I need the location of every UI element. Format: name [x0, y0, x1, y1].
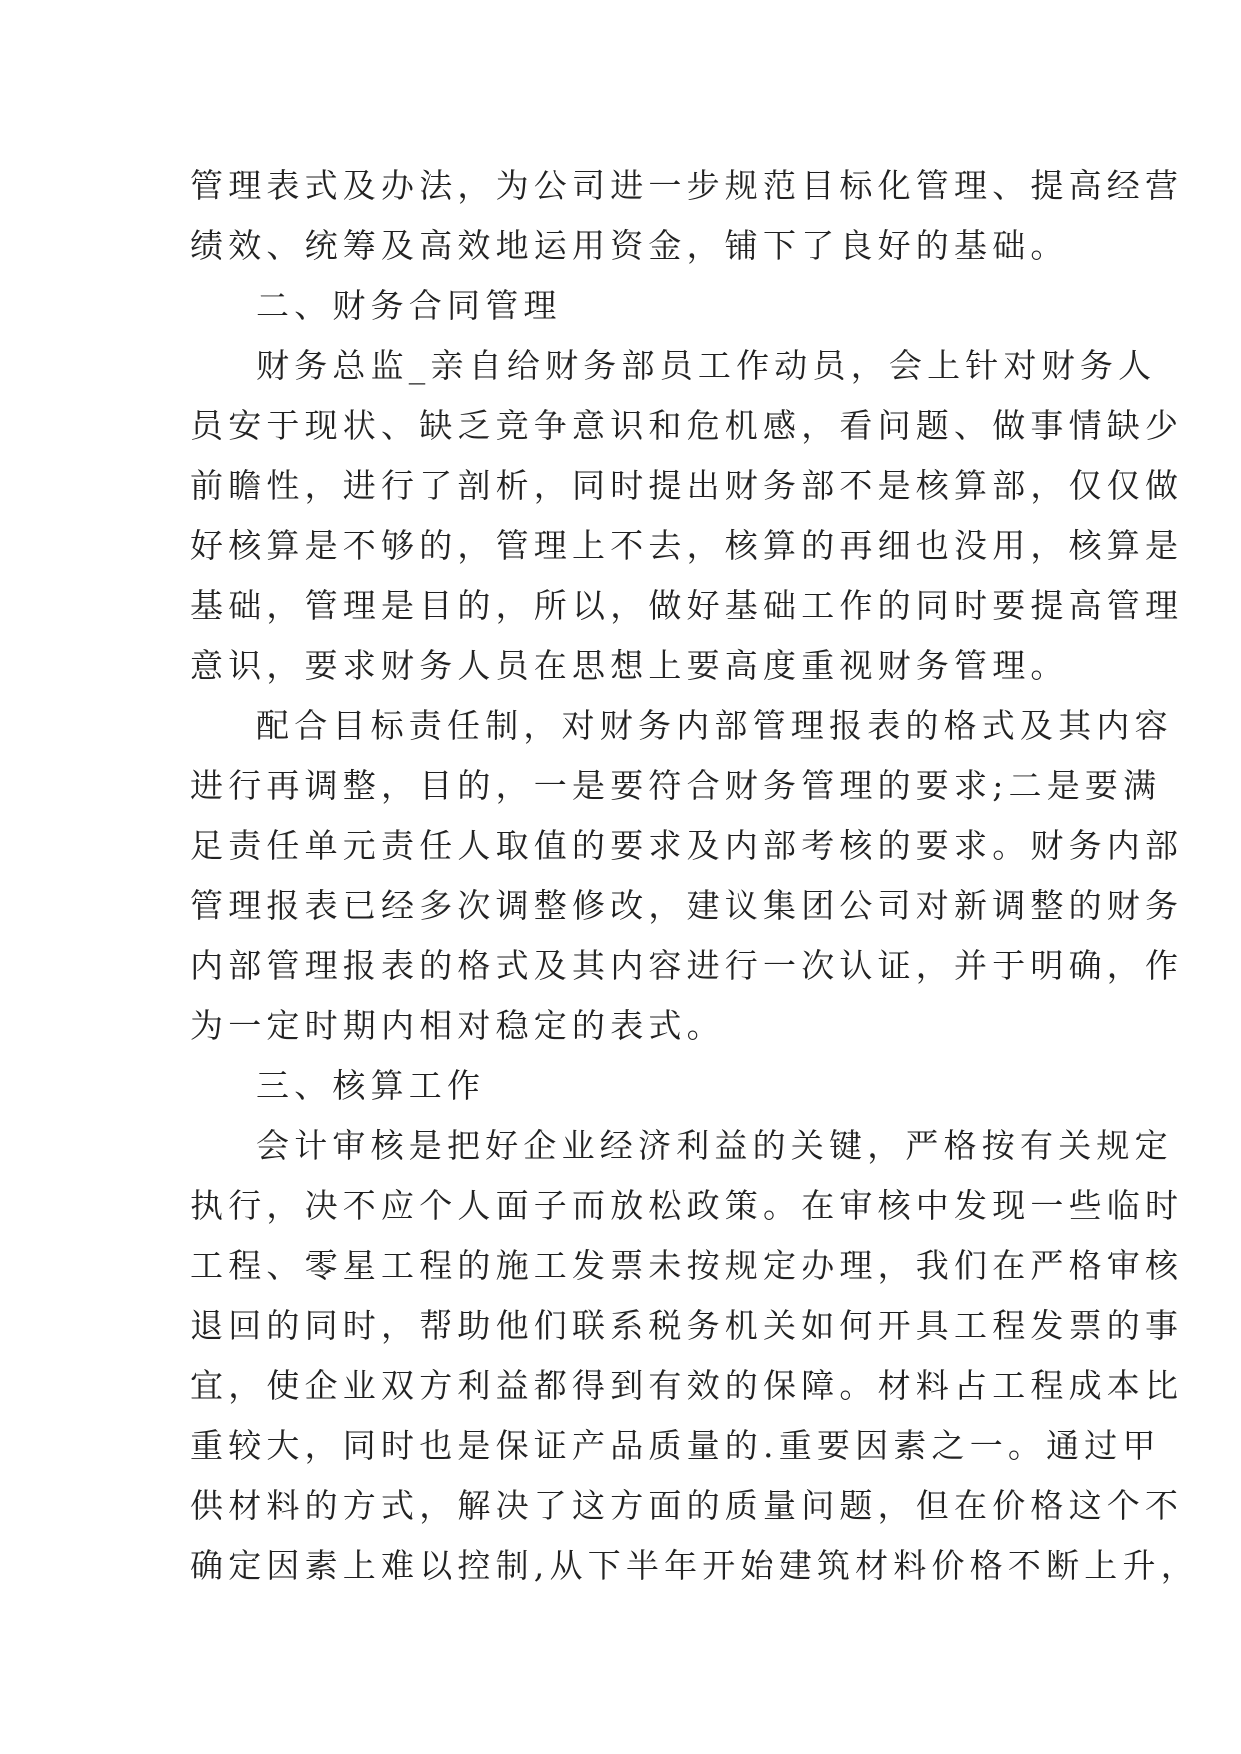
- text-line: 足责任单元责任人取值的要求及内部考核的要求。财务内部: [190, 826, 1184, 865]
- document-body: [190, 156, 1199, 1596]
- text-line: 前瞻性，进行了剖析，同时提出财务部不是核算部，仅仅做: [190, 466, 1184, 505]
- section-heading: 三、核算工作: [256, 1066, 486, 1105]
- text-line: 宜，使企业双方利益都得到有效的保障。材料占工程成本比: [190, 1366, 1184, 1405]
- text-line: 绩效、统筹及高效地运用资金，铺下了良好的基础。: [190, 226, 1069, 265]
- text-line: 基础，管理是目的，所以，做好基础工作的同时要提高管理: [190, 586, 1184, 625]
- text-line: 确定因素上难以控制,从下半年开始建筑材料价格不断上升，: [190, 1546, 1199, 1585]
- text-line: 会计审核是把好企业经济利益的关键，严格按有关规定: [256, 1126, 1173, 1165]
- text-line: 管理报表已经多次调整修改，建议集团公司对新调整的财务: [190, 886, 1184, 925]
- text-line: 意识，要求财务人员在思想上要高度重视财务管理。: [190, 646, 1069, 685]
- text-line: 执行，决不应个人面子而放松政策。在审核中发现一些临时: [190, 1186, 1184, 1225]
- text-line: 重较大，同时也是保证产品质量的.重要因素之一。通过甲: [190, 1426, 1161, 1465]
- text-line: 内部管理报表的格式及其内容进行一次认证，并于明确，作: [190, 946, 1184, 985]
- text-line: 供材料的方式，解决了这方面的质量问题，但在价格这个不: [190, 1486, 1184, 1525]
- text-line: 财务总监_亲自给财务部员工作动员，会上针对财务人: [256, 346, 1157, 385]
- text-line: 员安于现状、缺乏竞争意识和危机感，看问题、做事情缺少: [190, 406, 1184, 445]
- text-line: 配合目标责任制，对财务内部管理报表的格式及其内容: [256, 706, 1173, 745]
- section-heading: 二、财务合同管理: [256, 286, 562, 325]
- text-line: 为一定时期内相对稳定的表式。: [190, 1006, 725, 1045]
- text-line: 进行再调整，目的，一是要符合财务管理的要求;二是要满: [190, 766, 1162, 805]
- text-line: 好核算是不够的，管理上不去，核算的再细也没用，核算是: [190, 526, 1184, 565]
- text-line: 工程、零星工程的施工发票未按规定办理，我们在严格审核: [190, 1246, 1184, 1285]
- text-line: 退回的同时，帮助他们联系税务机关如何开具工程发票的事: [190, 1306, 1184, 1345]
- text-line: 管理表式及办法，为公司进一步规范目标化管理、提高经营: [190, 166, 1184, 205]
